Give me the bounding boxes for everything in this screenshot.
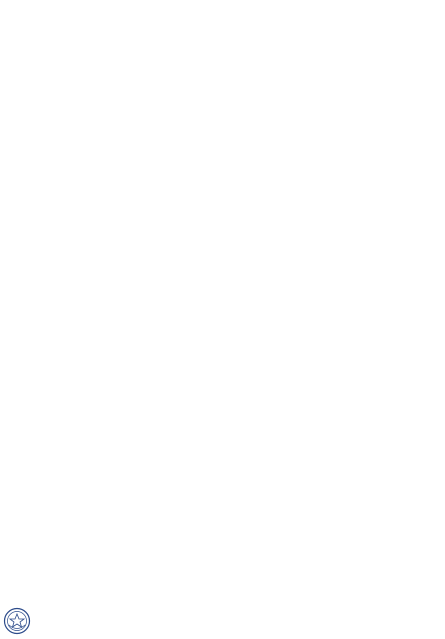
emblem-icon: [3, 607, 31, 635]
